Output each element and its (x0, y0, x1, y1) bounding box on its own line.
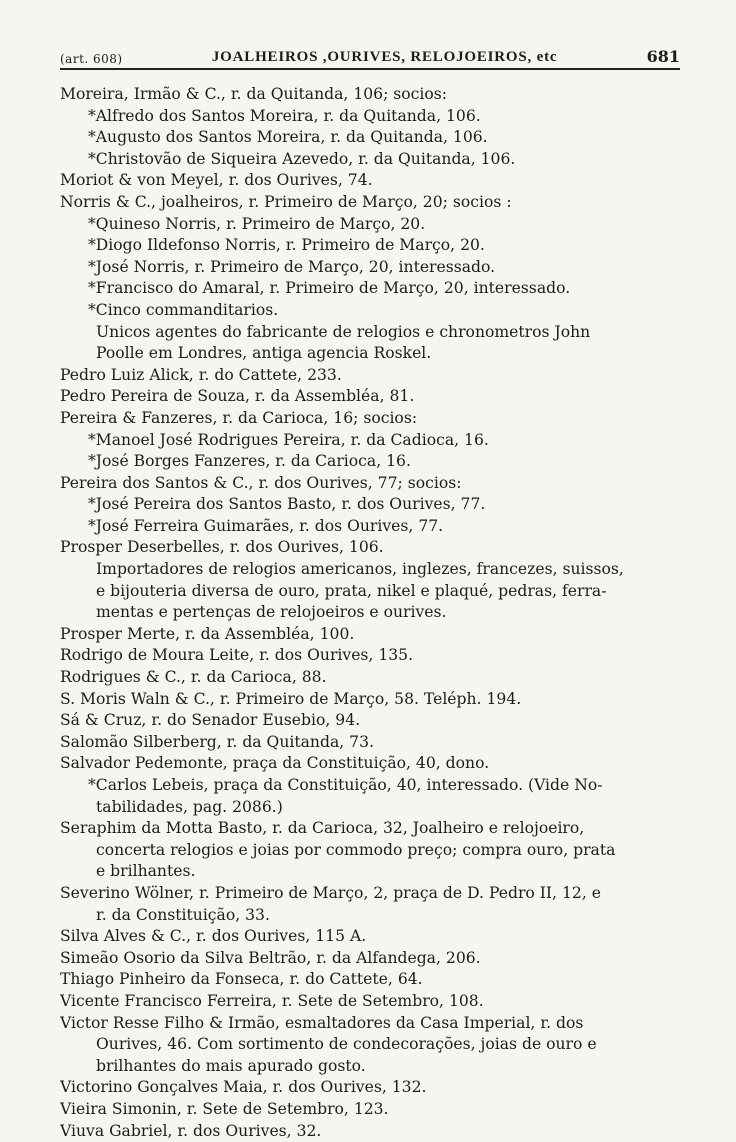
continuation-line: concerta relogios e joias por commodo preço; compra ouro, prata (60, 840, 682, 862)
entry-line: Victorino Gonçalves Maia, r. dos Ourives, 132. (60, 1077, 682, 1099)
entry-line: Norris & C., joalheiros, r. Primeiro de Março, 20; socios : (60, 192, 682, 214)
continuation-line: e brilhantes. (60, 861, 682, 883)
entry-line: Pedro Luiz Alick, r. do Cattete, 233. (60, 365, 682, 387)
entry-line: Sá & Cruz, r. do Senador Eusebio, 94. (60, 710, 682, 732)
partner-line: *Francisco do Amaral, r. Primeiro de Março, 20, interessado. (60, 278, 682, 300)
partner-line: *Cinco commanditarios. (60, 300, 682, 322)
entry-list (60, 84, 682, 1142)
continuation-line: tabilidades, pag. 2086.) (60, 797, 682, 819)
entry-line: Prosper Deserbelles, r. dos Ourives, 106. (60, 537, 682, 559)
continuation-line: r. da Constituição, 33. (60, 905, 682, 927)
entry-line: Moreira, Irmão & C., r. da Quitanda, 106; socios: (60, 84, 682, 106)
running-header (60, 40, 680, 70)
partner-line: *Augusto dos Santos Moreira, r. da Quitanda, 106. (60, 127, 682, 149)
entry-line: S. Moris Waln & C., r. Primeiro de Março, 58. Teléph. 194. (60, 689, 682, 711)
entry-line: Salvador Pedemonte, praça da Constituição, 40, dono. (60, 753, 682, 775)
entry-line: Viuva Gabriel, r. dos Ourives, 32. (60, 1121, 682, 1142)
entry-line: Moriot & von Meyel, r. dos Ourives, 74. (60, 170, 682, 192)
entry-line: Pereira dos Santos & C., r. dos Ourives, 77; socios: (60, 473, 682, 495)
continuation-line: Unicos agentes do fabricante de relogios e chronometros John (60, 322, 682, 344)
page-number: 681 (647, 47, 680, 66)
entry-line: Pedro Pereira de Souza, r. da Assembléa, 81. (60, 386, 682, 408)
partner-line: *Quineso Norris, r. Primeiro de Março, 20. (60, 214, 682, 236)
partner-line: *José Pereira dos Santos Basto, r. dos Ourives, 77. (60, 494, 682, 516)
entry-line: Pereira & Fanzeres, r. da Carioca, 16; socios: (60, 408, 682, 430)
partner-line: *Carlos Lebeis, praça da Constituição, 40, interessado. (Vide No- (60, 775, 682, 797)
entry-line: Prosper Merte, r. da Assembléa, 100. (60, 624, 682, 646)
entry-line: Victor Resse Filho & Irmão, esmaltadores da Casa Imperial, r. dos (60, 1013, 682, 1035)
partner-line: *José Norris, r. Primeiro de Março, 20, interessado. (60, 257, 682, 279)
entry-line: Salomão Silberberg, r. da Quitanda, 73. (60, 732, 682, 754)
entry-line: Rodrigues & C., r. da Carioca, 88. (60, 667, 682, 689)
header-title: JOALHEIROS ,OURIVES, RELOJOEIROS, etc (212, 49, 557, 66)
partner-line: *José Ferreira Guimarães, r. dos Ourives, 77. (60, 516, 682, 538)
entry-line: Thiago Pinheiro da Fonseca, r. do Cattete, 64. (60, 969, 682, 991)
partner-line: *Alfredo dos Santos Moreira, r. da Quitanda, 106. (60, 106, 682, 128)
continuation-line: mentas e pertenças de relojoeiros e ourives. (60, 602, 682, 624)
partner-line: *Manoel José Rodrigues Pereira, r. da Cadioca, 16. (60, 430, 682, 452)
entry-line: Simeão Osorio da Silva Beltrão, r. da Alfandega, 206. (60, 948, 682, 970)
entry-line: Severino Wölner, r. Primeiro de Março, 2, praça de D. Pedro II, 12, e (60, 883, 682, 905)
entry-line: Rodrigo de Moura Leite, r. dos Ourives, 135. (60, 645, 682, 667)
continuation-line: Importadores de relogios americanos, inglezes, francezes, suissos, (60, 559, 682, 581)
entry-line: Silva Alves & C., r. dos Ourives, 115 A. (60, 926, 682, 948)
continuation-line: e bijouteria diversa de ouro, prata, nikel e plaqué, pedras, ferra- (60, 581, 682, 603)
continuation-line: Ourives, 46. Com sortimento de condecorações, joias de ouro e (60, 1034, 682, 1056)
entry-line: Seraphim da Motta Basto, r. da Carioca, 32, Joalheiro e relojoeiro, (60, 818, 682, 840)
entry-line: Vieira Simonin, r. Sete de Setembro, 123. (60, 1099, 682, 1121)
continuation-line: brilhantes do mais apurado gosto. (60, 1056, 682, 1078)
header-article-ref: (art. 608) (60, 52, 123, 66)
partner-line: *Christovão de Siqueira Azevedo, r. da Quitanda, 106. (60, 149, 682, 171)
partner-line: *Diogo Ildefonso Norris, r. Primeiro de Março, 20. (60, 235, 682, 257)
entry-line: Vicente Francisco Ferreira, r. Sete de Setembro, 108. (60, 991, 682, 1013)
partner-line: *José Borges Fanzeres, r. da Carioca, 16. (60, 451, 682, 473)
continuation-line: Poolle em Londres, antiga agencia Roskel. (60, 343, 682, 365)
